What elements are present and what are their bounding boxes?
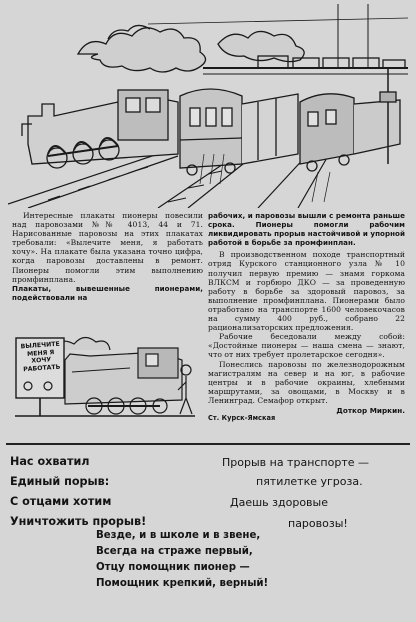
signature-block bbox=[208, 408, 405, 423]
article-left-column bbox=[12, 211, 203, 302]
slogans-left bbox=[10, 452, 146, 532]
verse-line: Всегда на страже первый, bbox=[96, 546, 253, 557]
slogan-line: Нас охватил bbox=[10, 455, 90, 468]
slogan-line: С отцами хотим bbox=[10, 495, 112, 508]
article-paragraph: В производственном походе транспортный отряд Курского станционного узла № 10 получил первую премию — знамя горкома ВЛКСМ и горбюро ДКО — за проведенную работу в борьбе за здоровый паровоз, за выполнение промфинплана. Пионерами было отработано на транспорте 1600 человекочасов на сумму 400 руб., собрано 22 рационализаторских предложения. bbox=[208, 250, 405, 333]
slogan-right-line: пятилетке угроза. bbox=[256, 475, 363, 488]
article-paragraph: Рабочие беседовали между собой: «Достойные пионеры — наша смена — знают, что от них требует пролетарское сегодня». bbox=[208, 332, 405, 360]
verse-line: Везде, и в школе и в звене, bbox=[96, 530, 261, 541]
article-paragraph: Понеслись паровозы по железнодорожным магистралям на север и на юг, в рабочие центры и в рабочие окраины, хлебными маршрутами, за овощами, в Москву и в Ленинград. Семафор открыт. bbox=[208, 359, 405, 405]
slogan-right-line: Прорыв на транспорте — bbox=[222, 456, 370, 469]
article-paragraph: Интересные плакаты пионеры повесили над паровозами №№ 4013, 44 и 71. Нарисованные паровозы на этих плакатах требовали: «Вылечите меня, я работать хочу». На плакате была указана точно цифра, когда паровозы доставлены в ремонт. Пионеры помогли этим выполнению промфинплана. bbox=[12, 211, 203, 284]
verse-block bbox=[96, 528, 268, 592]
train-station-illustration bbox=[8, 4, 408, 208]
slogan-line: Единый порыв: bbox=[10, 475, 110, 488]
signature-author: Доткор Миркин. bbox=[336, 406, 405, 415]
slogan-line: Уничтожить прорыв! bbox=[10, 515, 147, 528]
poster-text: ВЫЛЕЧИТЕ МЕНЯ Я ХОЧУ РАБОТАТЬ bbox=[20, 340, 61, 374]
signature-location: Ст. Курск-Ямская bbox=[208, 414, 276, 422]
slogan-right-line: Даешь здоровые bbox=[230, 496, 328, 509]
verse-line: Отцу помощник пионер — bbox=[96, 562, 250, 573]
section-divider bbox=[6, 443, 410, 445]
slogan-right-line: паровозы! bbox=[288, 517, 348, 530]
article-right-column bbox=[208, 211, 405, 405]
article-bold-paragraph: Плакаты, вывешенные пионерами, подействовали на bbox=[12, 283, 203, 302]
article-bold-paragraph: рабочих, и паровозы вышли с ремонта раньше срока. Пионеры помогли рабочим ликвидировать прорыв настойчивой и упорной работой в борьбе за промфинплан. bbox=[208, 211, 405, 248]
verse-line: Помощник крепкий, верный! bbox=[96, 578, 269, 589]
